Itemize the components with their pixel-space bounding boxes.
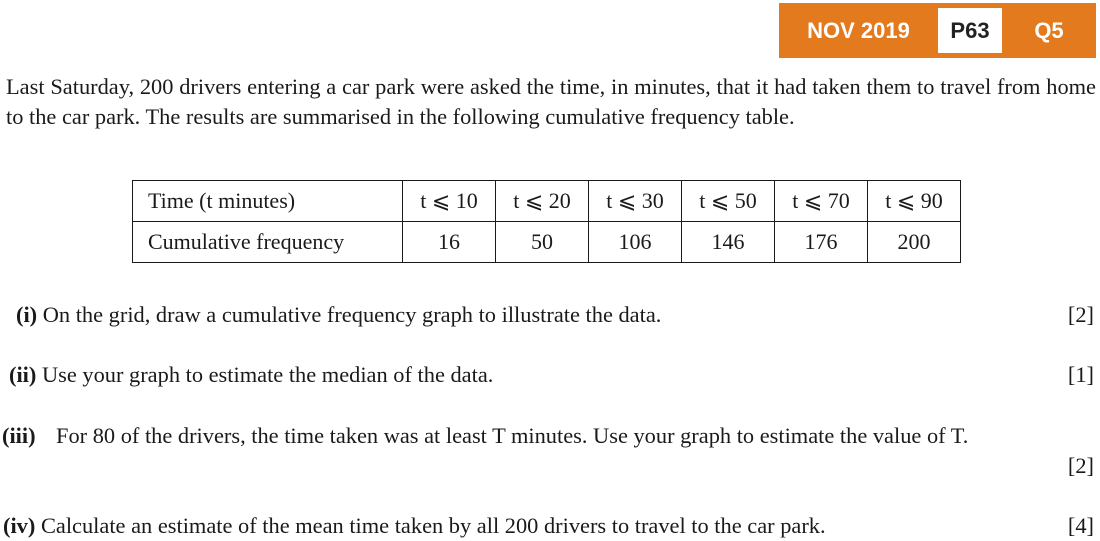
part-text: Calculate an estimate of the mean time taken by all 200 drivers to travel to the car park.	[40, 513, 826, 538]
time-cell: t ⩽ 90	[868, 181, 961, 222]
part-number: (i)	[16, 302, 38, 327]
frequency-cell: 16	[403, 222, 496, 263]
row-header-frequency: Cumulative frequency	[133, 222, 403, 263]
row-header-time: Time (t minutes)	[133, 181, 403, 222]
time-cell: t ⩽ 10	[403, 181, 496, 222]
table-row	[133, 222, 961, 263]
table-row	[133, 181, 961, 222]
cumulative-frequency-table	[132, 180, 961, 263]
part-iii	[2, 421, 1094, 451]
marks-label: [2]	[1067, 302, 1094, 327]
marks-label: [4]	[1067, 513, 1094, 538]
frequency-cell: 200	[868, 222, 961, 263]
time-cell: t ⩽ 70	[775, 181, 868, 222]
part-text: For 80 of the drivers, the time taken was at least T minutes. Use your graph to estimate the value of T.	[56, 423, 969, 448]
question-intro: Last Saturday, 200 drivers entering a car park were asked the time, in minutes, that it had taken them to travel from home to the car park. The results are summarised in the following cumulative frequency table.	[6, 74, 1096, 129]
part-ii	[9, 360, 493, 390]
question-number-label: Q5	[1034, 17, 1064, 43]
part-number: (iv)	[3, 513, 36, 538]
time-cell: t ⩽ 30	[589, 181, 682, 222]
part-number: (iii)	[2, 423, 36, 448]
session-label: NOV 2019	[807, 17, 910, 43]
frequency-cell: 146	[682, 222, 775, 263]
part-text: On the grid, draw a cumulative frequency graph to illustrate the data.	[42, 302, 662, 327]
paper-label: P63	[938, 8, 1002, 53]
frequency-cell: 50	[496, 222, 589, 263]
part-i	[16, 300, 661, 330]
question-badge	[779, 3, 1096, 58]
frequency-cell: 176	[775, 222, 868, 263]
time-cell: t ⩽ 50	[682, 181, 775, 222]
time-cell: t ⩽ 20	[496, 181, 589, 222]
frequency-cell: 106	[589, 222, 682, 263]
part-text: Use your graph to estimate the median of the data.	[41, 362, 494, 387]
marks-label: [2]	[1067, 453, 1094, 478]
marks-label: [1]	[1067, 362, 1094, 387]
part-number: (ii)	[9, 362, 37, 387]
part-iv	[3, 511, 826, 541]
